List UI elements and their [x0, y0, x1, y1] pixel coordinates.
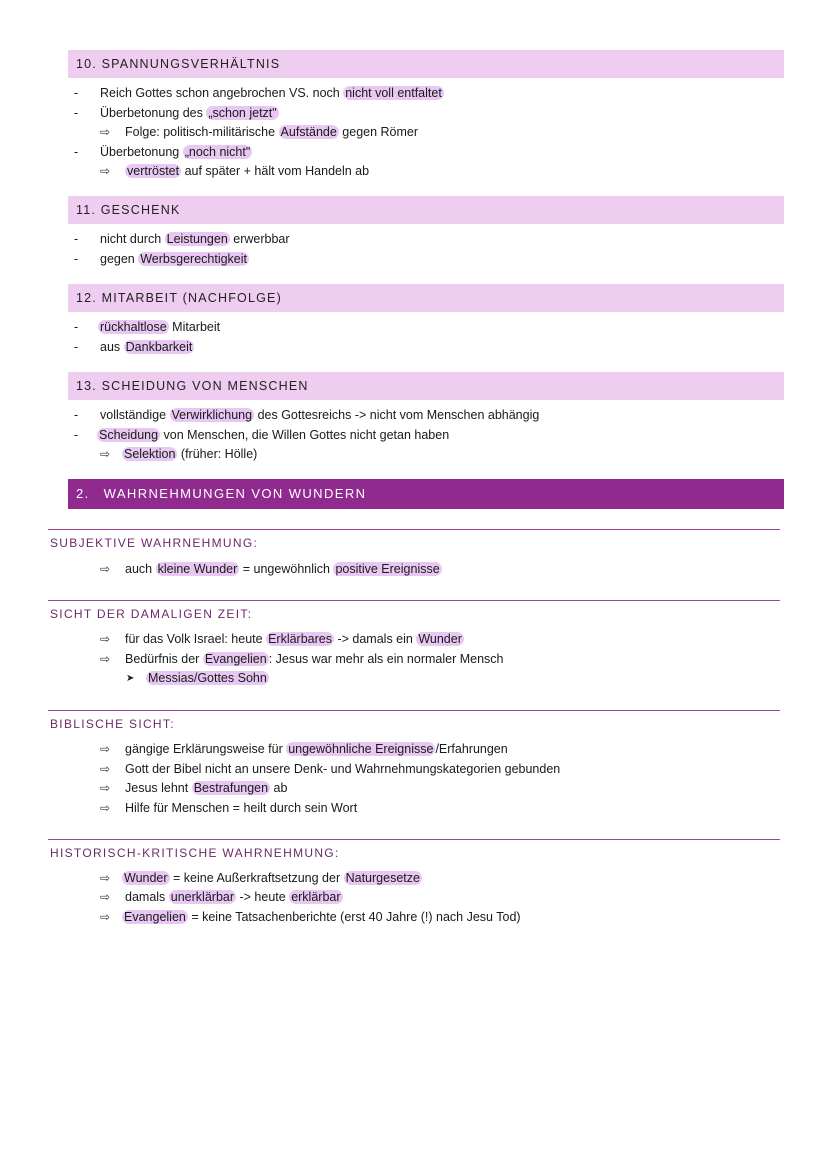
- s10-line-2: Überbetonung des „schon jetzt": [100, 106, 277, 120]
- s10-line-1: Reich Gottes schon angebrochen VS. noch nicht voll entfaltet: [100, 86, 442, 100]
- section-10-header: 10. SPANNUNGSVERHÄLTNIS: [68, 50, 784, 78]
- s10-line-3: Folge: politisch-militärische Aufstände gegen Römer: [125, 125, 419, 139]
- arrow-right-icon: ⇨: [100, 632, 111, 646]
- biblisch-line-3: Jesus lehnt Bestrafungen ab: [125, 781, 288, 795]
- subjektiv-line-1: auch kleine Wunder = ungewöhnlich positive Ereignisse: [125, 562, 440, 576]
- arrow-right-icon: ⇨: [100, 781, 111, 795]
- subheading-biblisch: BIBLISCHE SICHT:: [50, 717, 175, 731]
- bullet-dash: -: [74, 106, 79, 120]
- s12-line-1: rückhaltlose Mitarbeit: [100, 320, 221, 334]
- highlight: Messias/Gottes Sohn: [148, 671, 267, 685]
- s12-line-2: aus Dankbarkeit: [100, 340, 193, 354]
- arrow-right-icon: ⇨: [100, 562, 111, 576]
- divider: [48, 710, 780, 711]
- highlight: ungewöhnliche Ereignisse: [288, 742, 434, 756]
- highlight: positive Ereignisse: [335, 562, 440, 576]
- section-12-header: 12. MITARBEIT (NACHFOLGE): [68, 284, 784, 312]
- s10-line-5: vertröstet auf später + hält vom Handeln ab: [127, 164, 370, 178]
- highlight: Werbsgerechtigkeit: [140, 252, 247, 266]
- bullet-dash: -: [74, 408, 79, 422]
- highlight: Naturgesetze: [345, 871, 420, 885]
- biblisch-line-1: gängige Erklärungsweise für ungewöhnliche Ereignisse /Erfahrungen: [125, 742, 508, 756]
- arrow-right-icon: ⇨: [100, 890, 111, 904]
- arrow-right-icon: ⇨: [100, 652, 111, 666]
- bullet-dash: -: [74, 232, 79, 246]
- highlight: Wunder: [418, 632, 462, 646]
- highlight: Evangelien: [124, 910, 186, 924]
- arrow-right-icon: ⇨: [100, 125, 111, 139]
- biblisch-line-4: Hilfe für Menschen = heilt durch sein Wort: [125, 801, 358, 815]
- highlight: unerklärbar: [170, 890, 235, 904]
- historisch-line-1: Wunder = keine Außerkraftsetzung der Naturgesetze: [124, 871, 420, 885]
- highlight: „noch nicht": [184, 145, 251, 159]
- arrow-right-icon: ⇨: [100, 871, 111, 885]
- arrow-right-icon: ⇨: [100, 742, 111, 756]
- s11-line-1: nicht durch Leistungen erwerbbar: [100, 232, 290, 246]
- divider: [48, 529, 780, 530]
- s10-line-4: Überbetonung „noch nicht": [100, 145, 251, 159]
- section-11-header: 11. GESCHENK: [68, 196, 784, 224]
- highlight: Aufstände: [280, 125, 337, 139]
- highlight: rückhaltlose: [100, 320, 167, 334]
- arrow-right-icon: ⇨: [100, 910, 111, 924]
- highlight: vertröstet: [127, 164, 180, 178]
- highlight: „schon jetzt": [208, 106, 277, 120]
- bullet-dash: -: [74, 252, 79, 266]
- subheading-subjektiv: SUBJEKTIVE WAHRNEHMUNG:: [50, 536, 259, 550]
- highlight: Erklärbares: [268, 632, 332, 646]
- highlight: kleine Wunder: [157, 562, 238, 576]
- damals-line-1: für das Volk Israel: heute Erklärbares -> damals ein Wunder: [125, 632, 462, 646]
- triangle-bullet-icon: ➤: [126, 673, 135, 684]
- highlight: Selektion: [124, 447, 176, 461]
- arrow-right-icon: ⇨: [100, 762, 111, 776]
- biblisch-line-2: Gott der Bibel nicht an unsere Denk- und Wahrnehmungskategorien gebunden: [125, 762, 561, 776]
- highlight: Evangelien: [204, 652, 267, 666]
- bullet-dash: -: [74, 86, 79, 100]
- damals-line-3: [146, 669, 269, 688]
- s13-line-1: vollständige Verwirklichung des Gottesreichs -> nicht vom Menschen abhängig: [100, 408, 540, 422]
- highlight: Bestrafungen: [193, 781, 269, 795]
- s13-line-2: Scheidung von Menschen, die Willen Gottes nicht getan haben: [99, 428, 450, 442]
- s13-line-3: Selektion (früher: Hölle): [124, 447, 258, 461]
- historisch-line-2: damals unerklärbar -> heute erklärbar: [125, 890, 341, 904]
- highlight: Verwirklichung: [171, 408, 253, 422]
- s11-line-2: gegen Werbsgerechtigkeit: [100, 252, 247, 266]
- highlight: Wunder: [124, 871, 168, 885]
- bullet-dash: -: [74, 320, 79, 334]
- highlight: Scheidung: [99, 428, 159, 442]
- divider: [48, 839, 780, 840]
- highlight: Dankbarkeit: [125, 340, 193, 354]
- highlight: erklärbar: [291, 890, 341, 904]
- arrow-right-icon: ⇨: [100, 801, 111, 815]
- arrow-right-icon: ⇨: [100, 164, 111, 178]
- section-13-header: 13. SCHEIDUNG VON MENSCHEN: [68, 372, 784, 400]
- bullet-dash: -: [74, 340, 79, 354]
- arrow-right-icon: ⇨: [100, 447, 111, 461]
- historisch-line-3: Evangelien = keine Tatsachenberichte (erst 40 Jahre (!) nach Jesu Tod): [124, 910, 521, 924]
- bullet-dash: -: [74, 428, 79, 442]
- highlight: nicht voll entfaltet: [345, 86, 442, 100]
- subheading-damals: SICHT DER DAMALIGEN ZEIT:: [50, 607, 253, 621]
- divider: [48, 600, 780, 601]
- bullet-dash: -: [74, 145, 79, 159]
- main-section-2-header: 2. WAHRNEHMUNGEN VON WUNDERN: [68, 479, 784, 509]
- damals-line-2: Bedürfnis der Evangelien : Jesus war mehr als ein normaler Mensch: [125, 652, 504, 666]
- highlight: Leistungen: [166, 232, 228, 246]
- subheading-historisch: HISTORISCH-KRITISCHE WAHRNEHMUNG:: [50, 846, 340, 860]
